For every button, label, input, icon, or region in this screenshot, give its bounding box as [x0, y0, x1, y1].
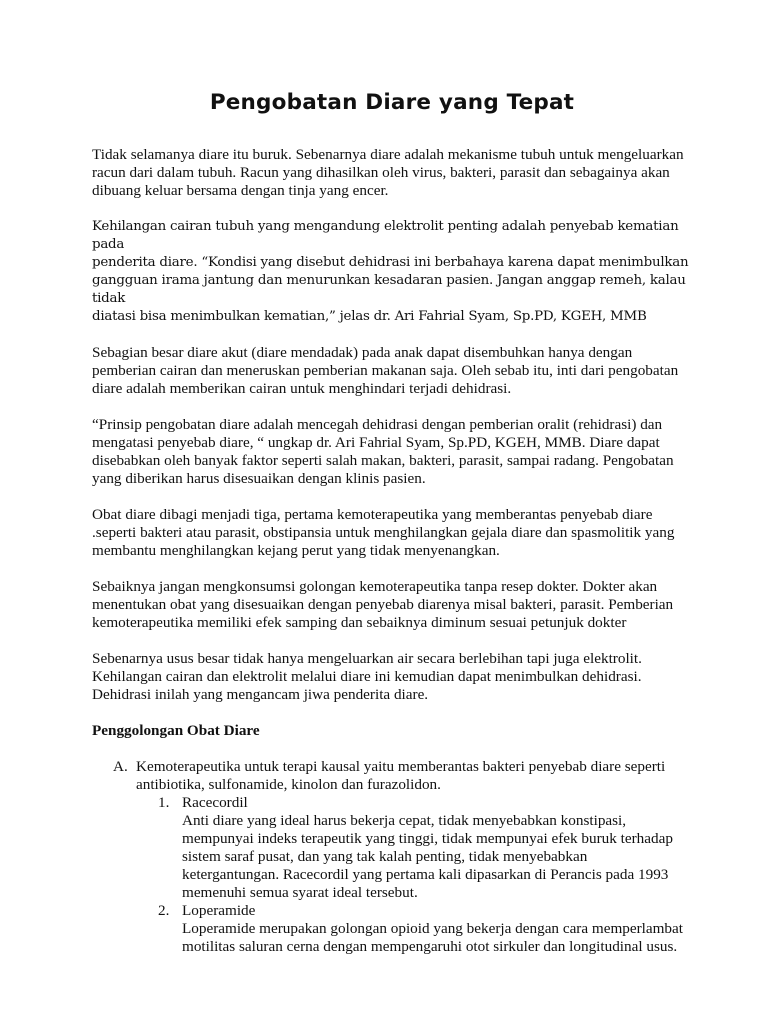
- paragraph-drug-classes: Obat diare dibagi menjadi tiga, pertama kemoterapeutika yang memberantas penyebab diare .seperti bakteri atau parasit, obstipansia untuk menghilangkan gejala diare dan spasmolitik yang membantu menghilangkan kejang perut yang tidak menyenangkan.: [92, 506, 675, 559]
- paragraph-acute-diarrhea: Sebagian besar diare akut (diare mendadak) pada anak dapat disembuhkan hanya dengan pemberian cairan dan meneruskan pemberian makanan saja. Oleh sebab itu, inti dari pengobatan diare adalah memberikan cairan untuk menghindari terjadi dehidrasi.: [92, 344, 679, 397]
- paragraph-intro: Tidak selamanya diare itu buruk. Sebenarnya diare adalah mekanisme tubuh untuk mengeluarkan racun dari dalam tubuh. Racun yang dihasilkan oleh virus, bakteri, parasit dan sebagainya akan dibuang keluar bersama dengan tinja yang encer.: [92, 146, 684, 199]
- sublist-marker: 1.: [158, 794, 170, 811]
- document-title: Pengobatan Diare yang Tepat: [209, 90, 575, 115]
- list-item: [92, 758, 692, 956]
- document-page: [92, 90, 692, 956]
- paragraph-dehydration: Sebenarnya usus besar tidak hanya mengeluarkan air secara berlebihan tapi juga elektrolit. Kehilangan cairan dan elektrolit melalui diare ini kemudian dapat menimbulkan dehidrasi. Dehidrasi inilah yang mengancam jiwa penderita diare.: [92, 650, 642, 703]
- sublist-item-title: Loperamide: [182, 902, 256, 919]
- section-heading: Penggolongan Obat Diare: [92, 722, 260, 739]
- sublist-marker: 2.: [158, 902, 170, 919]
- paragraph-electrolyte-loss: Kehilangan cairan tubuh yang mengandung elektrolit penting adalah penyebab kematian pada penderita diare. “Kondisi yang disebut dehidrasi ini berbahaya karena dapat menimbulkan gangguan irama jantung dan menurunkan kesadaran pasien. Jangan anggap remeh, kalau tidak diatasi bisa menimbulkan kematian,” jelas dr. Ari Fahrial Syam, Sp.PD, KGEH, MMB: [92, 219, 689, 324]
- paragraph-treatment-principle: “Prinsip pengobatan diare adalah mencegah dehidrasi dengan pemberian oralit (rehidrasi) dan mengatasi penyebab diare, “ ungkap dr. Ari Fahrial Syam, Sp.PD, KGEH, MMB. Diare dapat disebabkan oleh banyak faktor seperti salah makan, bakteri, parasit, sampai radang. Pengobatan yang diberikan harus disesuaikan dengan klinis pasien.: [92, 416, 674, 487]
- list-item-text: Kemoterapeutika untuk terapi kausal yaitu memberantas bakteri penyebab diare seperti antibiotika, sulfonamide, kinolon dan furazolidon.: [136, 758, 666, 793]
- sublist-item-description: Loperamide merupakan golongan opioid yang bekerja dengan cara memperlambat motilitas saluran cerna dengan mempengaruhi otot sirkuler dan longitudinal usus.: [182, 920, 683, 955]
- sublist-item-description: Anti diare yang ideal harus bekerja cepat, tidak menyebabkan konstipasi, mempunyai indeks terapeutik yang tinggi, tidak mempunyai efek buruk terhadap sistem saraf pusat, dan yang tak kalah penting, tidak menyebabkan ketergantungan. Racecordil yang pertama kali dipasarkan di Perancis pada 1993 memenuhi semua syarat ideal tersebut.: [182, 812, 673, 901]
- sublist-item-loperamide: [158, 902, 692, 956]
- sublist-item-title: Racecordil: [182, 794, 248, 811]
- list-marker: A.: [113, 758, 128, 775]
- paragraph-prescription-advice: Sebaiknya jangan mengkonsumsi golongan kemoterapeutika tanpa resep dokter. Dokter akan menentukan obat yang disesuaikan dengan penyebab diarenya misal bakteri, parasit. Pemberian kemoterapeutika memiliki efek samping dan sebaiknya diminum sesuai petunjuk dokter: [92, 578, 674, 631]
- sublist-item-racecordil: [158, 794, 692, 902]
- drug-classification-list: [92, 758, 692, 956]
